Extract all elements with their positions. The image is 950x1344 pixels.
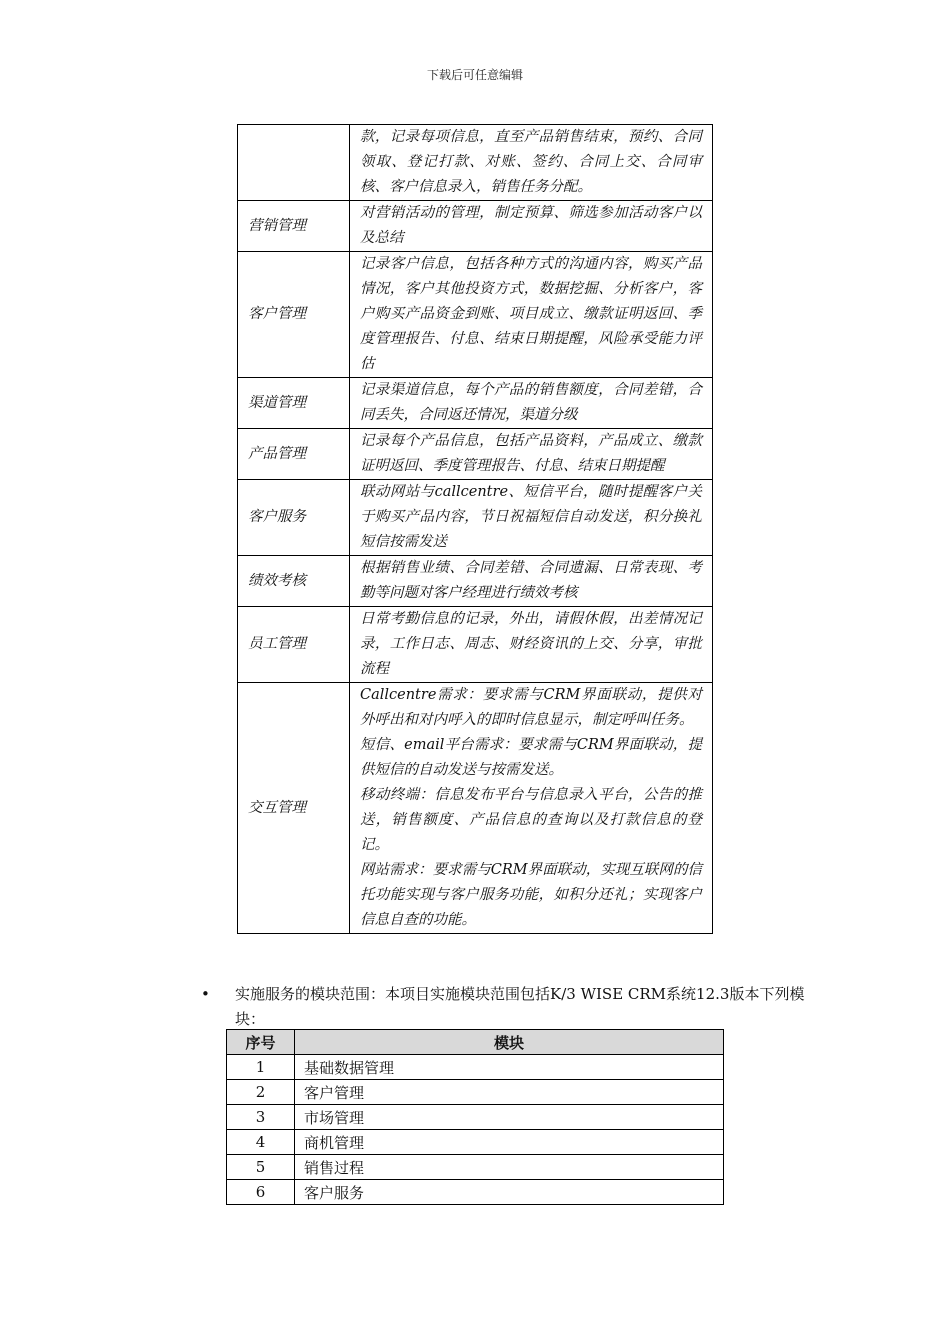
row-index-cell: 4 xyxy=(227,1130,295,1155)
description-paragraph: 短信、email平台需求：要求需与CRM界面联动，提供短信的自动发送与按需发送。 xyxy=(360,737,702,778)
row-index-cell: 6 xyxy=(227,1180,295,1205)
module-table-header-row xyxy=(227,1030,724,1055)
bullet-icon: • xyxy=(201,985,210,1003)
module-name-cell: 客户服务 xyxy=(238,480,350,556)
scope-text: 实施服务的模块范围：本项目实施模块范围包括K/3 WISE CRM系统12.3版本下列模块： xyxy=(235,985,805,1028)
row-index-cell: 3 xyxy=(227,1105,295,1130)
module-description-cell xyxy=(350,556,713,607)
description-paragraph: 对营销活动的管理，制定预算、筛选参加活动客户以及总结 xyxy=(360,205,702,246)
description-paragraph: 日常考勤信息的记录，外出，请假休假，出差情况记录，工作日志、周志、财经资讯的上交、分享，审批流程 xyxy=(360,611,702,677)
table-row xyxy=(238,607,713,683)
header-module: 模块 xyxy=(295,1030,724,1055)
table-row xyxy=(238,201,713,252)
table-row xyxy=(227,1055,724,1080)
module-description-cell xyxy=(350,683,713,934)
table-row xyxy=(227,1155,724,1180)
description-paragraph: Callcentre需求：要求需与CRM界面联动，提供对外呼出和对内呼入的即时信息显示，制定呼叫任务。 xyxy=(360,687,702,728)
page-header: 下载后可任意编辑 xyxy=(426,68,523,82)
module-cell: 商机管理 xyxy=(295,1130,724,1155)
module-name-cell: 产品管理 xyxy=(238,429,350,480)
description-paragraph: 记录每个产品信息，包括产品资料，产品成立、缴款证明返回、季度管理报告、付息、结束日期提醒 xyxy=(360,433,702,474)
row-index-cell: 2 xyxy=(227,1080,295,1105)
module-cell: 客户管理 xyxy=(295,1080,724,1105)
module-description-cell xyxy=(350,201,713,252)
description-paragraph: 移动终端：信息发布平台与信息录入平台，公告的推送，销售额度、产品信息的查询以及打款信息的登记。 xyxy=(360,787,702,853)
description-paragraph: 记录客户信息，包括各种方式的沟通内容，购买产品情况，客户其他投资方式，数据挖掘、分析客户，客户购买产品资金到账、项目成立、缴款证明返回、季度管理报告、付息、结束日期提醒，风险承受能力评估 xyxy=(360,256,702,372)
table-row xyxy=(238,683,713,934)
header-index: 序号 xyxy=(227,1030,295,1055)
description-paragraph: 联动网站与callcentre、短信平台，随时提醒客户关于购买产品内容，节日祝福短信自动发送，积分换礼短信按需发送 xyxy=(360,484,702,550)
module-description-cell xyxy=(350,378,713,429)
module-description-cell xyxy=(350,480,713,556)
module-description-cell xyxy=(350,607,713,683)
description-paragraph: 根据销售业绩、合同差错、合同遗漏、日常表现、考勤等问题对客户经理进行绩效考核 xyxy=(360,560,702,601)
table-row xyxy=(238,125,713,201)
module-name-cell: 绩效考核 xyxy=(238,556,350,607)
module-table xyxy=(226,1029,724,1205)
module-description-cell xyxy=(350,429,713,480)
row-index-cell: 1 xyxy=(227,1055,295,1080)
table-row xyxy=(227,1105,724,1130)
table-row xyxy=(238,252,713,378)
module-description-cell xyxy=(350,125,713,201)
module-description-cell xyxy=(350,252,713,378)
table-row xyxy=(238,556,713,607)
table-row xyxy=(227,1080,724,1105)
description-paragraph: 款，记录每项信息，直至产品销售结束，预约、合同领取、登记打款、对账、签约、合同上交、合同审核、客户信息录入，销售任务分配。 xyxy=(360,129,702,195)
description-paragraph: 网站需求：要求需与CRM界面联动，实现互联网的信托功能实现与客户服务功能，如积分还礼；实现客户信息自查的功能。 xyxy=(360,862,702,928)
table-row xyxy=(227,1130,724,1155)
row-index-cell: 5 xyxy=(227,1155,295,1180)
module-name-cell xyxy=(238,125,350,201)
table-row xyxy=(227,1180,724,1205)
module-name-cell: 渠道管理 xyxy=(238,378,350,429)
table-row xyxy=(238,429,713,480)
module-cell: 基础数据管理 xyxy=(295,1055,724,1080)
table-row xyxy=(238,378,713,429)
module-name-cell: 营销管理 xyxy=(238,201,350,252)
description-paragraph: 记录渠道信息，每个产品的销售额度，合同差错，合同丢失，合同返还情况，渠道分级 xyxy=(360,382,702,423)
module-cell: 销售过程 xyxy=(295,1155,724,1180)
table-row xyxy=(238,480,713,556)
module-name-cell: 交互管理 xyxy=(238,683,350,934)
module-cell: 客户服务 xyxy=(295,1180,724,1205)
module-name-cell: 客户管理 xyxy=(238,252,350,378)
module-name-cell: 员工管理 xyxy=(238,607,350,683)
function-table xyxy=(237,124,713,934)
module-cell: 市场管理 xyxy=(295,1105,724,1130)
